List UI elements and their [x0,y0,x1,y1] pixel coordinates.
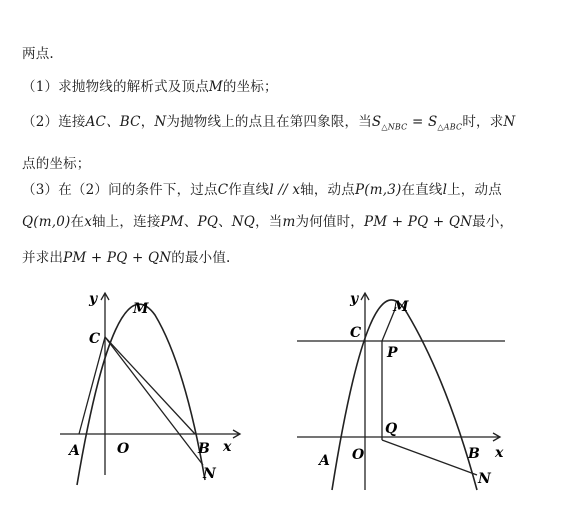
q1-vertex-m: M [208,79,223,95]
fig1-label-c: C [89,331,101,347]
q3-point-p: P(m,3) [354,182,402,198]
fig2-label-c: C [350,325,362,341]
fig2-segment-qn [382,440,477,475]
q3-text-b6: 在 [70,214,85,230]
fig2-label-y: y [350,291,359,307]
q3-text-l6: 为何值时， [295,214,364,230]
q2-text-a: （2）连接 [22,114,86,130]
q3-text-a: （3）在（2）问的条件下，过点 [22,182,218,198]
fig1-label-y: y [89,291,98,307]
question-1 [22,75,278,95]
figure-1 [55,285,245,490]
q3-text-e: 轴，动点 [300,182,355,198]
q3-nq: NQ [231,214,256,230]
fig1-label-m: M [133,301,149,317]
q3-text-c: 作直线 [228,182,270,198]
fig2-label-o: O [352,447,365,463]
text-line-6 [22,210,513,230]
q3-sum-2: PM + PQ + QN [63,250,172,266]
q3-sep2: 、 [218,214,232,230]
q3-text-i: 上，动点 [447,182,502,198]
q2-segments: AC、BC [85,114,141,130]
fig1-label-a: A [69,443,80,459]
q3-point-q: Q(m,0) [22,214,71,230]
fig2-label-n: N [478,471,491,487]
q2-point-n-2: N [503,114,516,130]
question-2 [22,110,515,132]
fig1-label-x: x [223,439,232,455]
q1-tail: 的坐标； [222,79,278,95]
text-line-7 [22,246,231,266]
q3-point-c: C [217,182,229,198]
text-line-1 [22,42,54,62]
q3-line-l: l // x [269,182,301,198]
q3-sum: PM + PQ + QN [364,214,473,230]
q3-min: 最小， [472,214,514,230]
fig1-label-n: N [203,466,216,482]
fig1-segment-ac [79,337,105,434]
q3-text-j6: ，当 [255,214,283,230]
q3-text-g: 在直线 [401,182,443,198]
q2-area-s1: S [371,114,382,130]
q3-l: l [442,182,448,198]
q3-pq: PQ [197,214,219,230]
q3-m: m [282,214,296,230]
fig2-label-q: Q [385,421,398,437]
q3-pm: PM [160,214,184,230]
fig2-label-a: A [319,453,330,469]
fig1-label-b: B [198,441,210,457]
q3-x: x [84,214,93,230]
fig1-segment-cb [105,337,195,434]
q1-text: （1）求抛物线的解析式及顶点 [22,79,209,95]
q2-tail: 点的坐标； [22,156,91,172]
q2-area-s2: = S [407,114,438,130]
fig1-label-o: O [117,441,130,457]
q2-area-abc: △ABC [437,122,463,132]
question-3 [22,178,502,198]
q3-text-c7: 的最小值. [171,250,231,266]
q3-text-a7: 并求出 [22,250,64,266]
text-line-4 [22,152,91,172]
q2-text-j: 时，求 [462,114,504,130]
q2-point-n: N [154,114,167,130]
fig2-label-b: B [468,446,480,462]
fig2-label-x: x [495,445,504,461]
fig2-label-m: M [393,299,409,315]
q2-area-nbc: △NBC [381,122,408,132]
q3-text-d6: 轴上，连接 [92,214,161,230]
q3-sep1: 、 [183,214,198,230]
q2-text-e: 为抛物线上的点且在第四象限，当 [166,114,372,130]
figure-2 [292,285,512,500]
text-l1: 两点. [22,46,54,62]
fig2-label-p: P [387,345,398,361]
q2-comma: ， [140,114,155,130]
